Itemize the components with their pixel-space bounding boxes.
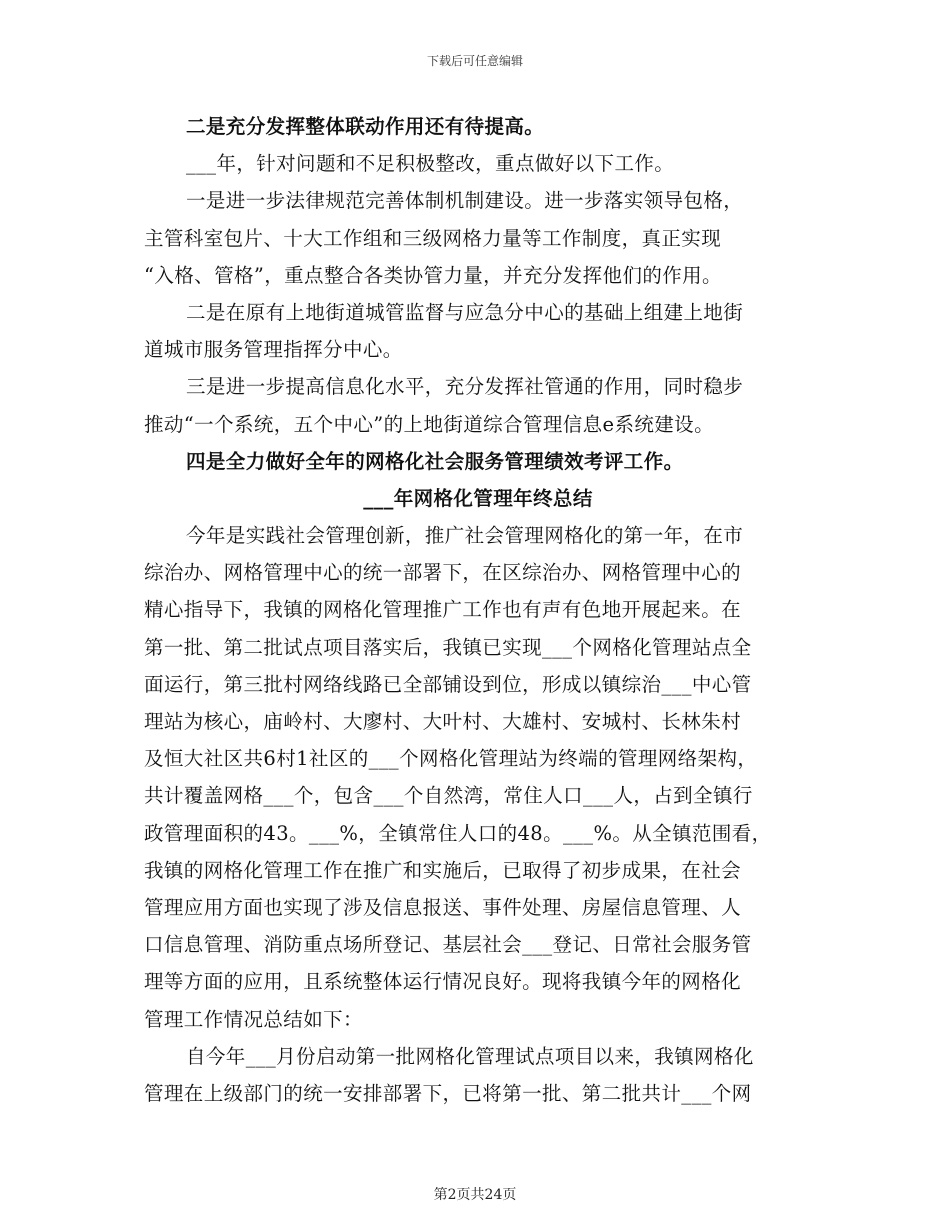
text-line: 口信息管理、消防重点场所登记、基层社会___登记、日常社会服务管 — [144, 933, 752, 957]
page-number-footer: 第2页共24页 — [433, 1187, 517, 1203]
text-line: 共计覆盖网格___个，包含___个自然湾，常住人口___人，占到全镇行 — [144, 784, 753, 808]
text-line: 精心指导下，我镇的网格化管理推广工作也有声有色地开展起来。在 — [144, 598, 742, 622]
text-line: ___年，针对问题和不足积极整改，重点做好以下工作。 — [186, 152, 675, 176]
text-line: 管理工作情况总结如下： — [144, 1007, 363, 1031]
text-line: 一是进一步法律规范完善体制机制建设。进一步落实领导包格， — [186, 189, 744, 213]
text-line: 及恒大社区共6村1社区的___个网格化管理站为终端的管理网络架构， — [144, 747, 758, 771]
text-line: 管理应用方面也实现了涉及信息报送、事件处理、房屋信息管理、人 — [144, 895, 742, 919]
document-body — [144, 108, 812, 1112]
text-line: 自今年___月份启动第一批网格化管理试点项目以来，我镇网格化 — [186, 1044, 754, 1068]
text-line: 推动“一个系统，五个中心”的上地街道综合管理信息e系统建设。 — [144, 412, 714, 436]
text-line: 主管科室包片、十大工作组和三级网格力量等工作制度，真正实现 — [144, 226, 722, 250]
text-line: 三是进一步提高信息化水平，充分发挥社管通的作用，同时稳步 — [186, 375, 744, 399]
text-line: 今年是实践社会管理创新，推广社会管理网格化的第一年，在市 — [186, 524, 744, 548]
text-line: 理等方面的应用，且系统整体运行情况良好。现将我镇今年的网格化 — [144, 970, 742, 994]
bold-heading-line: 四是全力做好全年的网格化社会服务管理绩效考评工作。 — [186, 449, 684, 473]
section-title: ___年网格化管理年终总结 — [363, 486, 593, 510]
text-line: “入格、管格”，重点整合各类协管力量，并充分发挥他们的作用。 — [144, 263, 722, 287]
text-line: 二是在原有上地街道城管监督与应急分中心的基础上组建上地街 — [186, 300, 744, 324]
text-line: 理站为核心，庙岭村、大廖村、大叶村、大雄村、安城村、长林朱村 — [144, 710, 742, 733]
text-line: 我镇的网格化管理工作在推广和实施后，已取得了初步成果，在社会 — [144, 858, 742, 882]
text-line: 面运行，第三批村网络线路已全部铺设到位，形成以镇综治___中心管 — [144, 672, 752, 696]
text-line: 第一批、第二批试点项目落实后，我镇已实现___个网格化管理站点全 — [144, 635, 752, 659]
text-line: 政管理面积的43。___%，全镇常住人口的48。___%。从全镇范围看， — [144, 821, 772, 845]
header-note: 下载后可任意编辑 — [426, 54, 523, 68]
text-line: 管理在上级部门的统一安排部署下，已将第一批、第二批共计___个网 — [144, 1081, 752, 1105]
text-line: 道城市服务管理指挥分中心。 — [144, 338, 403, 362]
bold-heading-line: 二是充分发挥整体联动作用还有待提高。 — [186, 115, 545, 138]
text-line: 综治办、网格管理中心的统一部署下，在区综治办、网格管理中心的 — [144, 561, 742, 585]
